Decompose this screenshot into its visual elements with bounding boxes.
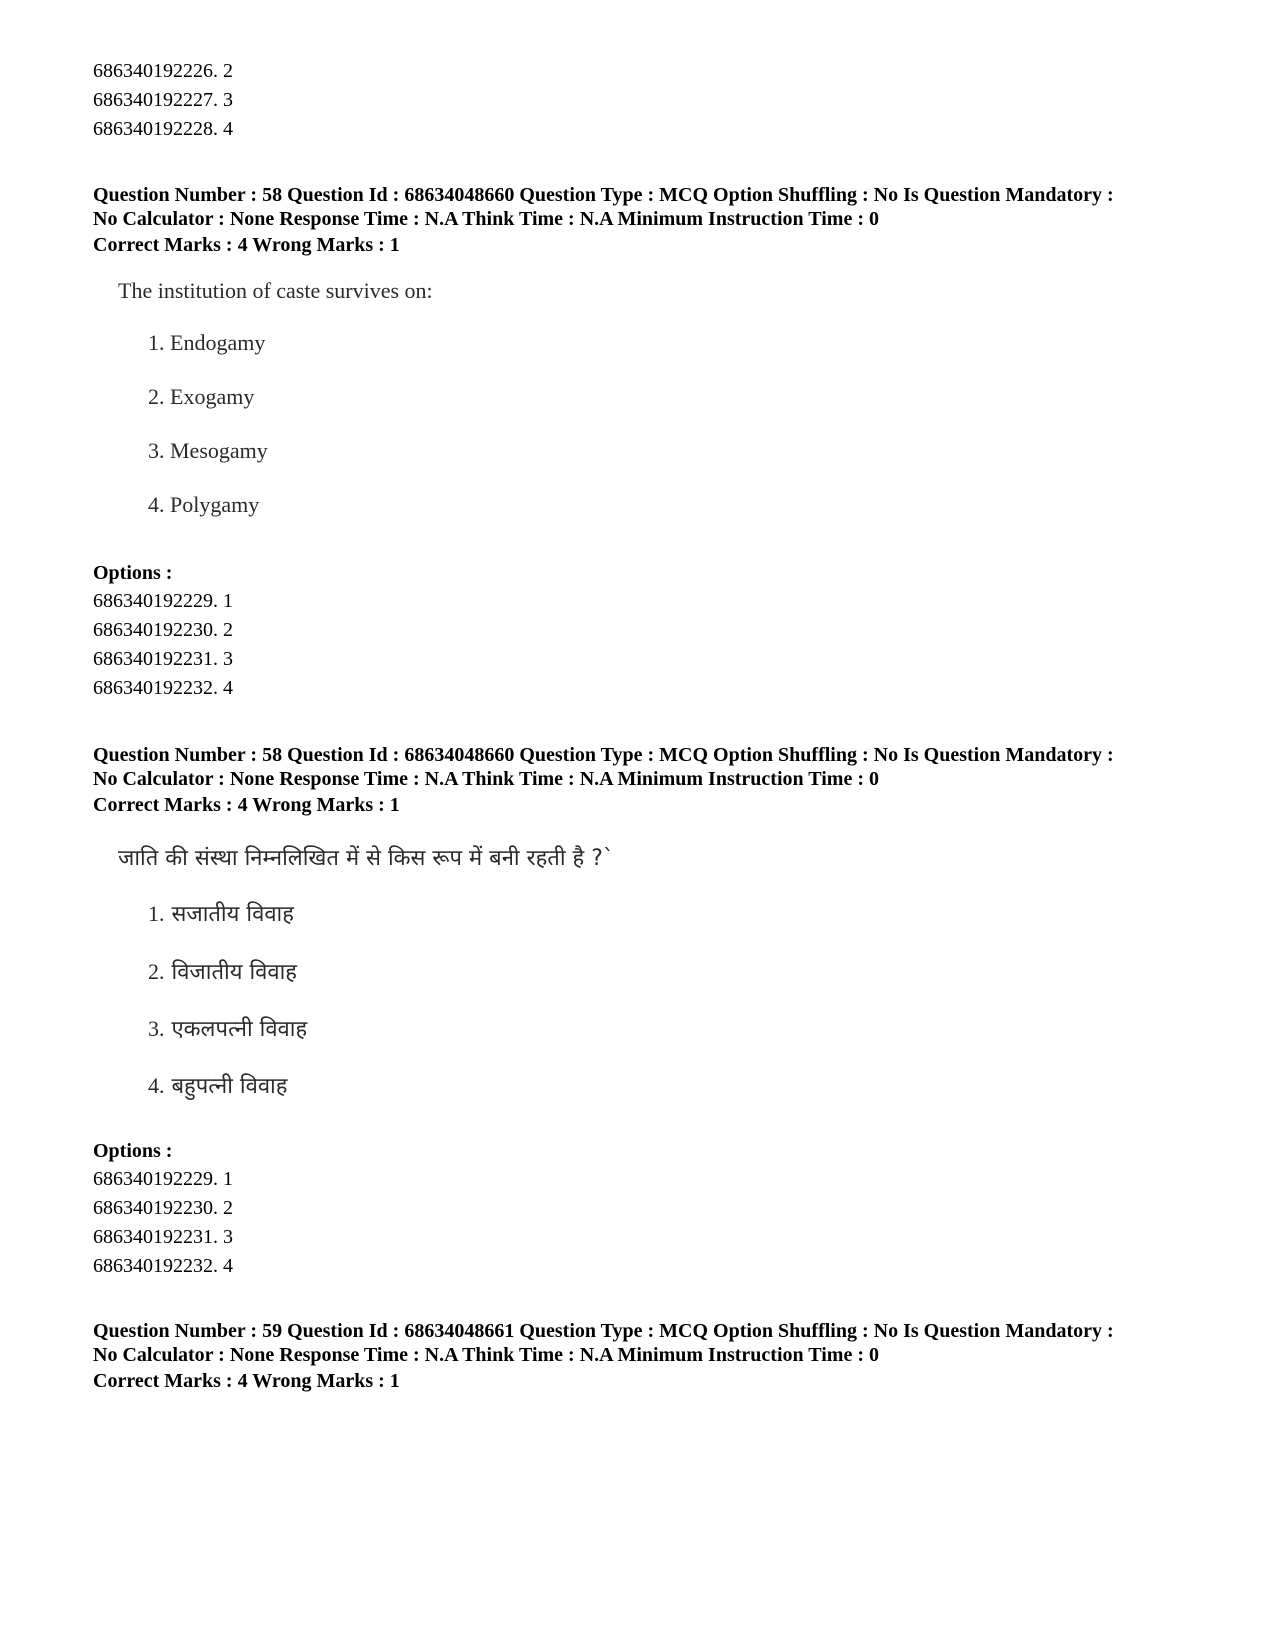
question-stem: The institution of caste survives on: <box>118 278 433 303</box>
option-line: 686340192227. 3 <box>93 89 233 111</box>
question-header-line2: No Calculator : None Response Time : N.A Think Time : N.A Minimum Instruction Time : 0 <box>93 208 879 230</box>
choice-text: सजातीय विवाह <box>171 902 294 927</box>
option-line: 686340192229. 1 <box>93 590 233 612</box>
option-line: 686340192229. 1 <box>93 1168 233 1190</box>
choice-3 <box>148 1013 307 1043</box>
choice-number: 2. <box>148 959 165 984</box>
choice-4 <box>148 1070 287 1100</box>
question-58-hi-options <box>93 1137 233 1281</box>
option-line: 686340192231. 3 <box>93 648 233 670</box>
options-label: Options : <box>93 562 173 584</box>
choice-number: 3. <box>148 1016 165 1041</box>
question-58-en-body <box>118 278 433 517</box>
choice-text: बहुपत्नी विवाह <box>171 1074 288 1099</box>
question-marks: Correct Marks : 4 Wrong Marks : 1 <box>93 794 400 816</box>
question-header-line1: Question Number : 59 Question Id : 68634048661 Question Type : MCQ Option Shuffling : No Is Question Mandatory : <box>93 1320 1114 1342</box>
question-header-line1: Question Number : 58 Question Id : 68634048660 Question Type : MCQ Option Shuffling : No Is Question Mandatory : <box>93 184 1114 206</box>
question-58-en-options <box>93 559 233 703</box>
choice-number: 4. <box>148 1073 165 1098</box>
question-58-hi-body <box>118 842 614 1099</box>
choice-text: विजातीय विवाह <box>171 960 297 985</box>
question-header-line2: No Calculator : None Response Time : N.A Think Time : N.A Minimum Instruction Time : 0 <box>93 768 879 790</box>
question-58-hi-header <box>93 743 1114 819</box>
choice-2 <box>148 956 297 986</box>
question-header-line2: No Calculator : None Response Time : N.A Think Time : N.A Minimum Instruction Time : 0 <box>93 1344 879 1366</box>
option-line: 686340192226. 2 <box>93 60 233 82</box>
option-line: 686340192230. 2 <box>93 619 233 641</box>
option-line: 686340192231. 3 <box>93 1226 233 1248</box>
question-marks: Correct Marks : 4 Wrong Marks : 1 <box>93 1370 400 1392</box>
option-line: 686340192232. 4 <box>93 1255 233 1277</box>
choice-3: 3. Mesogamy <box>148 438 268 463</box>
option-line: 686340192232. 4 <box>93 677 233 699</box>
choice-1: 1. Endogamy <box>148 330 266 355</box>
choice-text: एकलपत्नी विवाह <box>171 1017 308 1042</box>
choice-1 <box>148 898 294 928</box>
options-label: Options : <box>93 1140 173 1162</box>
question-58-en-header <box>93 183 1114 259</box>
question-stem: जाति की संस्था निम्नलिखित में से किस रूप में बनी रहती है ?` <box>118 846 614 871</box>
choice-2: 2. Exogamy <box>148 384 255 409</box>
option-line: 686340192228. 4 <box>93 118 233 140</box>
question-59-header <box>93 1319 1114 1395</box>
question-marks: Correct Marks : 4 Wrong Marks : 1 <box>93 234 400 256</box>
option-line: 686340192230. 2 <box>93 1197 233 1219</box>
choice-number: 1. <box>148 901 165 926</box>
top-options-list <box>93 57 233 144</box>
question-header-line1: Question Number : 58 Question Id : 68634048660 Question Type : MCQ Option Shuffling : No Is Question Mandatory : <box>93 744 1114 766</box>
choice-4: 4. Polygamy <box>148 492 260 517</box>
